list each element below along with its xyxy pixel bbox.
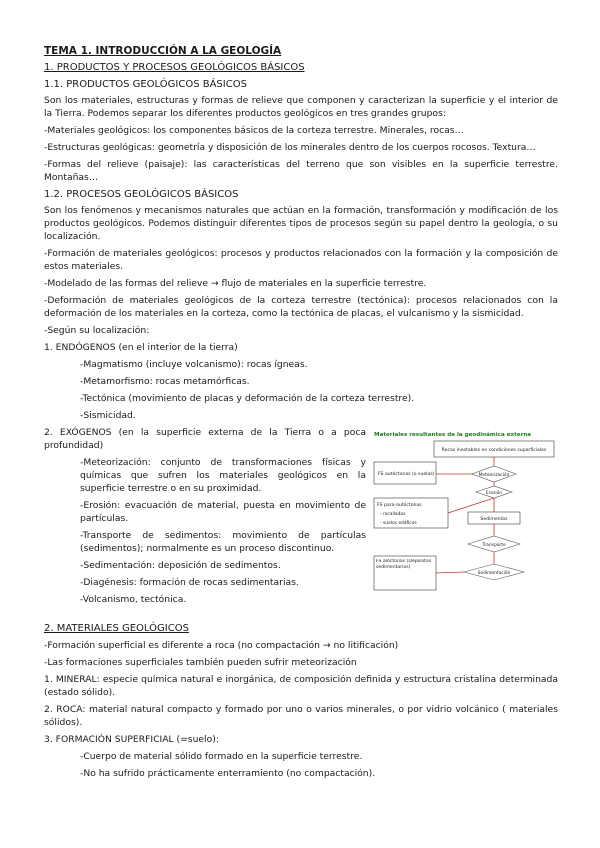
page-title: TEMA 1. INTRODUCCIÓN A LA GEOLOGÍA <box>44 45 282 57</box>
list-item: -Deformación de materiales geológicos de la corteza terrestre (tectónica): procesos relacionados con la deformación de los materiales en la corteza, como la tectónica de placas, el vulcanismo y la sismicidad. <box>44 295 558 319</box>
list-item: -Sismicidad. <box>80 410 136 421</box>
list-item: -Diagénesis: formación de rocas sedimentarias. <box>80 577 299 588</box>
arrow <box>436 572 464 573</box>
list-item: -Según su localización: <box>44 325 150 336</box>
box-label: FS para-autóctonas <box>377 503 422 508</box>
exogenous-block <box>44 426 558 610</box>
list-item: -Formas del relieve (paisaje): las características del terreno que son visibles en la superficie terrestre. Montañas… <box>44 159 558 183</box>
list-item: -No ha sufrido prácticamente enterramiento (no compactación). <box>80 768 376 779</box>
list-item: -Formación de materiales geológicos: procesos y productos relacionados con la formación y la composición de estos materiales. <box>44 248 558 272</box>
list-item: -Formación superficial es diferente a roca (no compactación → no litificación) <box>44 640 399 651</box>
list-item: 3. FORMACIÓN SUPERFICIAL (=suelo): <box>44 734 219 745</box>
list-item: 2. ROCA: material natural compacto y formado por uno o varios minerales, o por vidrio volcánico ( materiales sólidos). <box>44 704 558 728</box>
endogenous-heading: 1. ENDÓGENOS (en el interior de la tierra) <box>44 342 238 353</box>
subsection-1-1-intro: Son los materiales, estructuras y formas de relieve que componen y caracterizan la superficie y el interior de la Tierra. Podemos separar los diferentes productos geológicos en tres grandes grupos: <box>44 95 558 119</box>
subsection-1-2-intro: Son los fenómenos y mecanismos naturales que actúan en la formación, transformación y modificación de los productos geológicos. Podemos distinguir diferentes tipos de procesos según su papel dentro la geología, o su localización. <box>44 205 558 242</box>
diamond-label: Sedimentación <box>477 571 511 576</box>
box-fs-aloctonas-text <box>376 559 434 589</box>
diagram-title: Materiales resultantes de la geodinámica externa <box>374 432 532 438</box>
section-1-heading: 1. PRODUCTOS Y PROCESOS GEOLÓGICOS BÁSICOS <box>44 62 305 73</box>
diamond-label: Erosión <box>485 491 503 496</box>
list-item: -Metamorfismo: rocas metamórficas. <box>80 376 250 387</box>
box-label: FS alóctonas (Depósitos sedimentarios) <box>376 559 432 570</box>
subsection-1-2-heading: 1.2. PROCESOS GEOLÓGICOS BÁSICOS <box>44 189 239 200</box>
list-item: -Estructuras geológicas: geometría y disposición de los minerales dentro de los cuerpos rocosos. Textura… <box>44 142 536 153</box>
box-label: FS autóctonas (o suelos) <box>378 472 435 477</box>
box-sublabel: - suelos edáficos <box>380 521 417 526</box>
top-box-label: Rocas inestables en condiciones superficiales <box>441 448 547 453</box>
list-item: 1. MINERAL: especie química natural e inorgánica, de composición definida y estructura cristalina determinada (estado sólido). <box>44 674 558 698</box>
geodynamics-diagram <box>372 428 558 600</box>
list-item: -Las formaciones superficiales también pueden sufrir meteorización <box>44 657 357 668</box>
section-2-heading: 2. MATERIALES GEOLÓGICOS <box>44 623 189 634</box>
box-label: Sedimentos <box>480 517 508 522</box>
arrow <box>448 498 494 513</box>
list-item: -Tectónica (movimiento de placas y deformación de la corteza terrestre). <box>80 393 415 404</box>
exogenous-heading: 2. EXÓGENOS (en la superficie externa de la Tierra o a poca profundidad) <box>44 427 366 451</box>
list-item: -Materiales geológicos: los componentes básicos de la corteza terrestre. Minerales, rocas… <box>44 125 464 136</box>
list-item: -Erosión: evacuación de material, puesta en movimiento de partículas. <box>80 500 366 524</box>
document-page <box>44 44 558 784</box>
list-item: -Magmatismo (incluye volcanismo): rocas ígneas. <box>80 359 308 370</box>
list-item: -Transporte de sedimentos: movimiento de partículas (sedimentos); normalmente es un proceso discontinuo. <box>80 530 366 554</box>
diagram-svg <box>372 428 558 600</box>
list-item: -Cuerpo de material sólido formado en la superficie terrestre. <box>80 751 363 762</box>
diamond-label: Transporte <box>482 543 506 548</box>
list-item: -Meteorización: conjunto de transformaciones físicas y químicas que sufren los materiales geológicos en la superficie terrestre o en su proximidad. <box>80 457 366 494</box>
list-item: -Sedimentación: deposición de sedimentos. <box>80 560 281 571</box>
box-sublabel: - rocalladas <box>380 512 406 517</box>
subsection-1-1-heading: 1.1. PRODUCTOS GEOLÓGICOS BÁSICOS <box>44 79 247 90</box>
diamond-label: Meteorización <box>478 473 510 478</box>
list-item: -Modelado de las formas del relieve → flujo de materiales en la superficie terrestre. <box>44 278 427 289</box>
list-item: -Volcanismo, tectónica. <box>80 594 187 605</box>
